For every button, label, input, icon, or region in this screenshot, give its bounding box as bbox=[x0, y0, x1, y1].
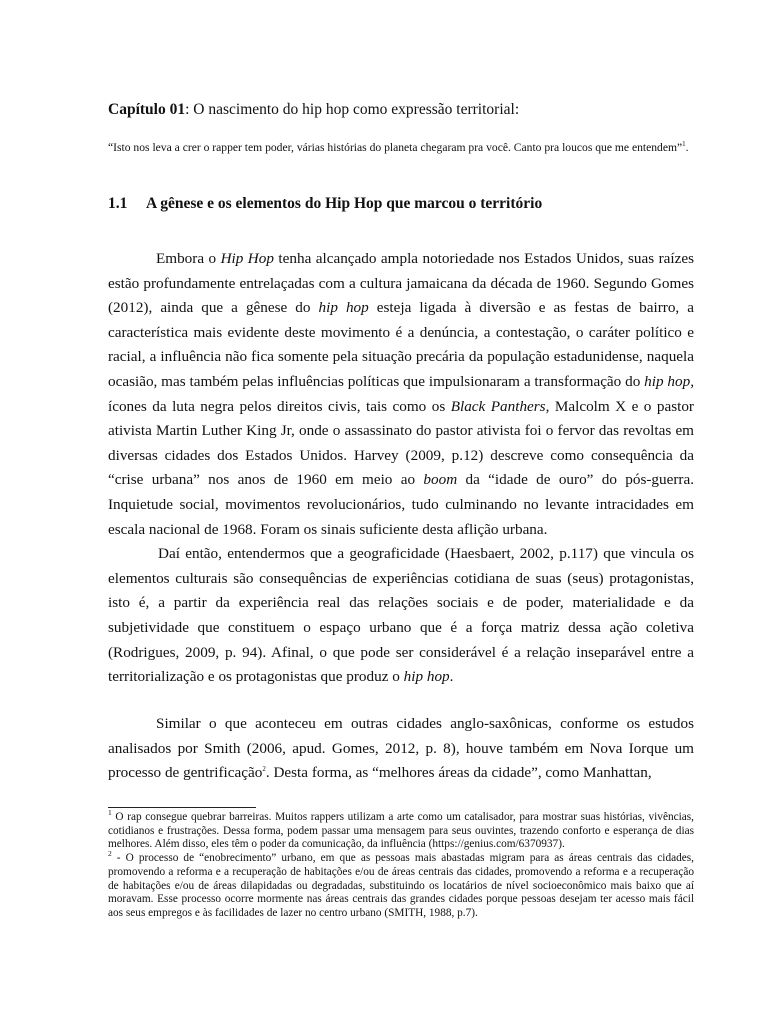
paragraph-2-text: . bbox=[449, 668, 454, 686]
chapter-label: Capítulo 01 bbox=[108, 101, 186, 118]
paragraph-1-text: esteja ligada à diversão e as festas de bairro, a característica mais evidente deste movimento é a denúncia, a contestação, o caráter político e racial, a influência não fica somente pela situação precária da população estadunidense, naquela ocasião, mas também pelas influências políticas que impulsionaram a transformação do bbox=[108, 299, 694, 390]
footnote-1 bbox=[108, 808, 694, 852]
epigraph-end: . bbox=[685, 141, 689, 154]
paragraph-1-text: tenha alcançado ampla notoriedade nos Estados Unidos, suas raízes estão profundamente entrelaçadas com a cultura jamaicana da década de 1960. Segundo Gomes (2012), ainda que a gênese do bbox=[108, 250, 695, 317]
footnote-marker: 2 bbox=[108, 849, 112, 859]
footnote-2 bbox=[108, 849, 694, 921]
footnotes bbox=[108, 808, 694, 921]
footnote-text: O rap consegue quebrar barreiras. Muitos rappers utilizam a arte como um catalisador, para mostrar suas histórias, vivências, cotidianos e frustrações. Dessa forma, podem passar uma mensagem para seus ouvintes, trazendo conforto e esperança de dias melhores. Além disso, eles têm o poder da comunicação, da influência (https://genius.com/6370937). bbox=[108, 811, 694, 851]
chapter-title: : O nascimento do hip hop como expressão territorial: bbox=[185, 101, 520, 118]
footnote-text: - O processo de “enobrecimento” urbano, em que as pessoas mais abastadas migram para as áreas centrais das cidades, promovendo a reforma e a recuperação de habitações e/ou de áreas centrais das cidades, promovendo a reforma e a recuperação de habitações e/ou de áreas dilapidadas ou degradadas, substituindo os locatários de nível socioeconômico mais baixo que aí moravam. Esse processo ocorre mormente nas áreas centrais das grandes cidades porque pessoas desejam ter acesso mais fácil aos seus empregos e às facilidades de lazer no centro urbano (SMITH, 1988, p.7). bbox=[108, 852, 694, 919]
paragraph-2-text: Daí então, entendermos que a geograficidade (Haesbaert, 2002, p.117) que vincula os elementos culturais são consequências de experiências cotidiana de suas (seus) protagonistas, isto é, a partir da experiência real das relações sociais e de poder, materialidade e da subjetividade que constituem o espaço urbano que é a força matriz dessa ação coletiva (Rodrigues, 2009, p. 94). Afinal, o que pode ser considerável é a relação inseparável entre a territorialização e os protagonistas que produz o bbox=[108, 545, 694, 686]
body-text-block-1 bbox=[108, 247, 694, 690]
footnote-ref-1[interactable]: 1 bbox=[682, 140, 686, 149]
paragraph-1-text: da “idade de ouro” do pós-guerra. Inquietude social, movimentos revolucionários, tudo culminando no levante intracidades em escala nacional de 1968. Foram os sinais suficiente desta aflição urbana. bbox=[108, 471, 695, 538]
paragraph-1-emphasis: hip hop bbox=[644, 372, 691, 390]
chapter-heading bbox=[108, 100, 668, 120]
paragraph-1-emphasis: Black Panthers bbox=[450, 397, 546, 415]
section-title: A gênese e os elementos do Hip Hop que marcou o território bbox=[146, 195, 543, 212]
paragraph-1-emphasis: hip hop bbox=[318, 299, 369, 317]
body-text-block-2 bbox=[108, 712, 694, 786]
paragraph-1-emphasis: Hip Hop bbox=[220, 250, 274, 267]
section-number: 1.1 bbox=[108, 195, 128, 212]
paragraph-1-emphasis: boom bbox=[423, 471, 458, 489]
footnote-marker: 1 bbox=[108, 808, 112, 818]
paragraph-3 bbox=[108, 712, 694, 786]
epigraph bbox=[108, 137, 696, 159]
paragraph-3-text: . Desta forma, as “melhores áreas da cidade”, como Manhattan, bbox=[265, 764, 652, 782]
footnote-ref-2[interactable]: 2 bbox=[262, 765, 266, 774]
section-heading bbox=[108, 194, 688, 214]
paragraph-1-text: , ícones da luta negra pelos direitos civis, tais como os bbox=[108, 372, 694, 415]
paragraph-1-text: Embora o bbox=[156, 250, 221, 267]
paragraph-2-emphasis: hip hop bbox=[403, 668, 450, 686]
epigraph-text: “Isto nos leva a crer o rapper tem poder, várias histórias do planeta chegaram pra você. Canto pra loucos que me entendem” bbox=[108, 141, 683, 154]
paragraph-2 bbox=[108, 542, 694, 690]
footnote-separator bbox=[108, 807, 256, 808]
paragraph-1-text: , Malcolm X e o pastor ativista Martin Luther King Jr, onde o assassinato do pastor ativista foi o fervor das revoltas em diversas cidades dos Estados Unidos. Harvey (2009, p.12) descreve como consequência da “crise urbana” nos anos de 1960 em meio ao bbox=[108, 397, 694, 489]
paragraph-3-text: Similar o que aconteceu em outras cidades anglo-saxônicas, conforme os estudos analisados por Smith (2006, apud. Gomes, 2012, p. 8), houve também em Nova Iorque um processo de gentrificação bbox=[108, 715, 694, 782]
paragraph-1 bbox=[108, 247, 694, 542]
